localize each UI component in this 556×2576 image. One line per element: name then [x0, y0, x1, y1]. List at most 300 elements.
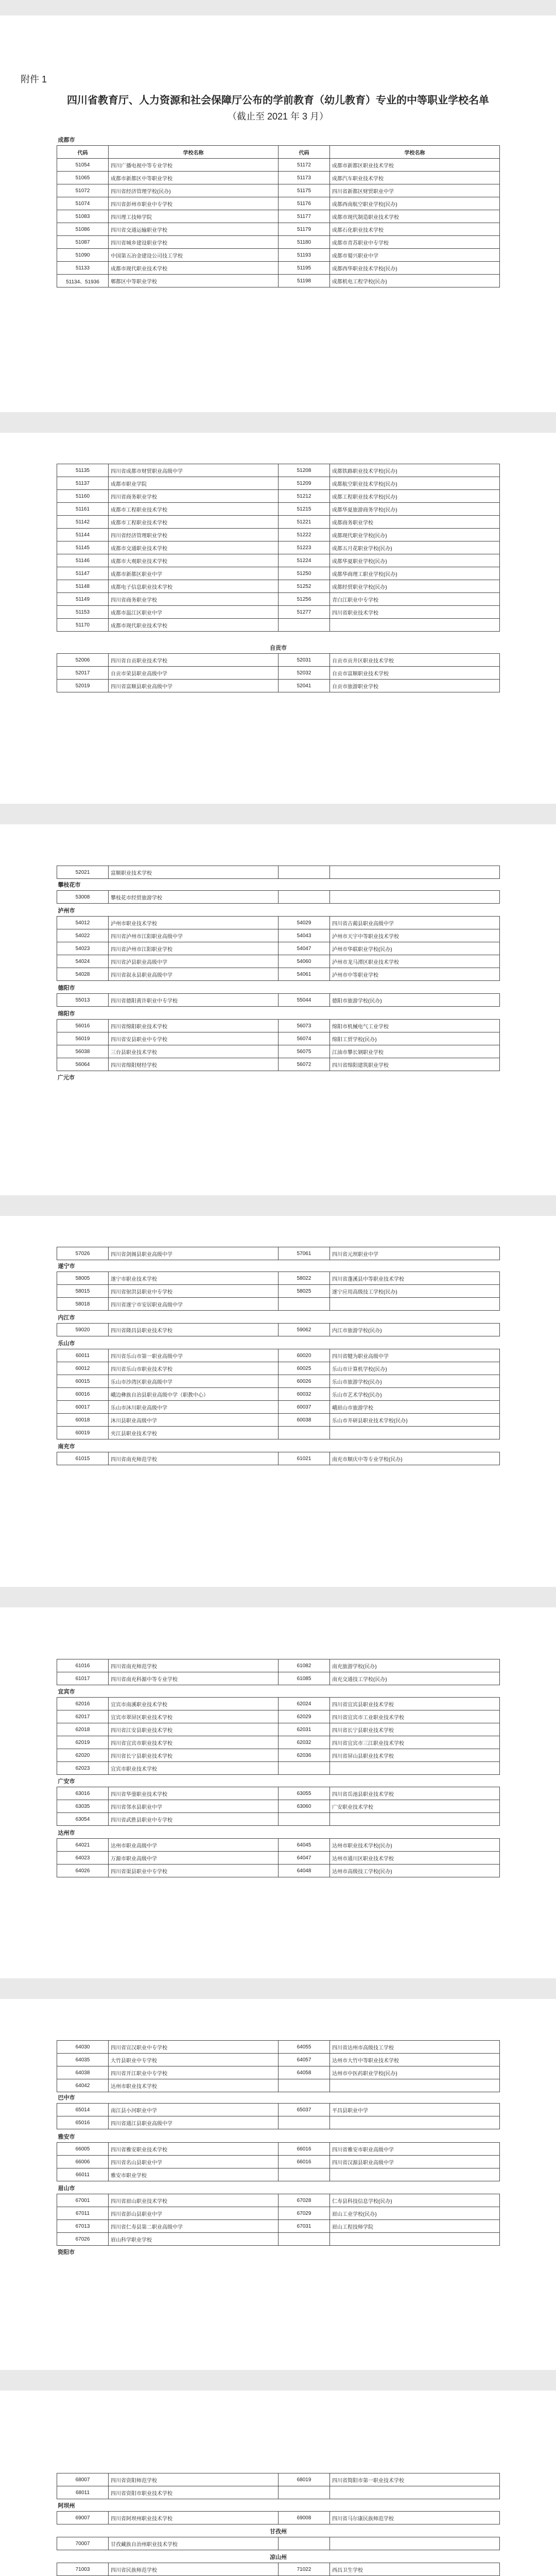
city-heading: 雅安市 — [58, 2134, 75, 2140]
school-code: 71022 — [279, 2563, 330, 2576]
table-row — [57, 1452, 500, 1465]
school-name: 泸州市中等职业学校 — [330, 968, 500, 981]
school-name: 南江县小河职业中学 — [109, 2104, 279, 2116]
table-row — [57, 2220, 500, 2233]
school-code: 66016 — [279, 2156, 330, 2168]
school-name: 平昌县职业中学 — [330, 2104, 500, 2116]
city-heading: 凉山州 — [270, 2554, 287, 2561]
school-name: 沐川县职业高级中学 — [109, 1414, 279, 1427]
school-name: 南充交通技工学校(民办) — [330, 1672, 500, 1685]
table-row — [57, 1285, 500, 1298]
school-code: 61015 — [57, 1452, 109, 1465]
school-code: 51137 — [57, 477, 109, 490]
school-code: 56075 — [279, 1045, 330, 1058]
table-row — [57, 2486, 500, 2499]
table-row — [57, 184, 500, 197]
school-name: 四川省简阳市第一职业技术学校 — [330, 2473, 500, 2486]
school-code: 60015 — [57, 1375, 109, 1388]
table-row — [57, 490, 500, 503]
school-code: 64023 — [57, 1852, 109, 1865]
school-name — [330, 1298, 500, 1311]
school-code: 66005 — [57, 2143, 109, 2156]
school-name: 乐山市沐川职业高级中学 — [109, 1401, 279, 1414]
school-code: 51145 — [57, 541, 109, 554]
table-row — [57, 1865, 500, 1877]
school-table-p4-a — [57, 1247, 500, 1260]
school-name: 达州市职业技术学校 — [109, 2079, 279, 2092]
school-name: 夹江县职业技术学校 — [109, 1427, 279, 1439]
school-code: 53008 — [57, 891, 109, 904]
school-code: 64042 — [57, 2079, 109, 2092]
school-name: 四川省经济管理职业学校 — [109, 529, 279, 541]
document-page-7 — [0, 2391, 556, 2576]
school-name — [330, 2233, 500, 2246]
table-row — [57, 654, 500, 667]
school-code: 55044 — [279, 994, 330, 1007]
school-code: 67029 — [279, 2207, 330, 2220]
table-row — [57, 994, 500, 1007]
school-name: 四川省宣汉职业中专学校 — [109, 2041, 279, 2054]
school-code: 60025 — [279, 1362, 330, 1375]
school-code: 67028 — [279, 2194, 330, 2207]
school-name: 乐山市井研县职业技术学校(民办) — [330, 1414, 500, 1427]
school-code: 65037 — [279, 2104, 330, 2116]
school-code: 51221 — [279, 516, 330, 529]
school-code: 62019 — [57, 1736, 109, 1749]
school-name: 绵阳市机械电气工业学校 — [330, 1020, 500, 1032]
school-code: 62036 — [279, 1749, 330, 1762]
document-page-6 — [0, 1999, 556, 2370]
table-row — [57, 606, 500, 619]
city-heading: 广安市 — [58, 1778, 75, 1785]
school-code: 58005 — [57, 1272, 109, 1285]
school-table-p6-meishan — [57, 2182, 500, 2246]
school-code: 62017 — [57, 1710, 109, 1723]
table-row — [57, 580, 500, 593]
table-row — [57, 1020, 500, 1032]
school-name: 四川省民族师范学校 — [109, 2563, 279, 2576]
school-code: 69007 — [57, 2512, 109, 2524]
school-name: 四川省资阳师范学校 — [109, 2473, 279, 2486]
school-name: 四川省城乡建设职业学校 — [109, 236, 279, 249]
school-code: 60026 — [279, 1375, 330, 1388]
school-code: 64038 — [57, 2066, 109, 2079]
school-code: 60017 — [57, 1401, 109, 1414]
school-name: 泸州市华联职业学校(民办) — [330, 942, 500, 955]
school-code — [279, 619, 330, 632]
school-table-p3-a — [57, 866, 500, 879]
school-code: 60019 — [57, 1427, 109, 1439]
school-code: 60020 — [279, 1349, 330, 1362]
school-name: 四川省马尔康民族师范学校 — [330, 2512, 500, 2524]
school-code: 67026 — [57, 2233, 109, 2246]
school-name: 四川省长宁县职业技术学校 — [109, 1749, 279, 1762]
table-row — [57, 2156, 500, 2168]
school-name: 四川省雅安市职业高级中学 — [330, 2143, 500, 2156]
city-heading: 达州市 — [58, 1830, 75, 1836]
table-row — [57, 1298, 500, 1311]
school-name: 四川省南充师范学校 — [109, 1452, 279, 1465]
table-row — [57, 917, 500, 929]
school-code: 59062 — [279, 1324, 330, 1336]
school-name — [330, 619, 500, 632]
school-code: 62031 — [279, 1723, 330, 1736]
school-name — [330, 2486, 500, 2499]
school-name: 成都华夏职业学校(民办) — [330, 554, 500, 567]
school-code: 54043 — [279, 929, 330, 942]
city-heading: 甘孜州 — [270, 2529, 287, 2535]
school-code: 65014 — [57, 2104, 109, 2116]
school-code: 51133 — [57, 262, 109, 275]
school-code: 52019 — [57, 680, 109, 692]
school-code: 52031 — [279, 654, 330, 667]
school-code: 56064 — [57, 1058, 109, 1071]
school-code: 51277 — [279, 606, 330, 619]
school-name: 广安职业技术学校 — [330, 1800, 500, 1813]
school-code: 69008 — [279, 2512, 330, 2524]
table-row — [57, 275, 500, 287]
school-name: 四川省达州市高级技工学校 — [330, 2041, 500, 2054]
school-name: 成都机电工程学校(民办) — [330, 275, 500, 287]
school-code: 65016 — [57, 2116, 109, 2129]
school-name: 遂宁应用高级技工学校(民办) — [330, 1285, 500, 1298]
table-row — [57, 2233, 500, 2246]
school-code: 58025 — [279, 1285, 330, 1298]
table-row — [57, 1787, 500, 1800]
school-name: 四川省邻水县职业中学 — [109, 1800, 279, 1813]
school-name: 三台县职业技术学校 — [109, 1045, 279, 1058]
school-code: 63035 — [57, 1800, 109, 1813]
school-name: 四川省乐山市第一职业高级中学 — [109, 1349, 279, 1362]
school-code: 62024 — [279, 1698, 330, 1710]
school-code: 51142 — [57, 516, 109, 529]
document-subtitle: （截止至 2021 年 3 月） — [227, 111, 329, 122]
table-row — [57, 2116, 500, 2129]
school-name: 四川省泸州市江阳职业学校 — [109, 942, 279, 955]
column-header: 代码 — [57, 146, 109, 159]
school-name: 四川省长宁县职业技术学校 — [330, 1723, 500, 1736]
table-row — [57, 1388, 500, 1401]
school-name: 成都市新都区职业中学 — [109, 567, 279, 580]
school-name: 四川省元坝职业中学 — [330, 1247, 500, 1260]
table-row — [57, 2207, 500, 2220]
school-code: 51208 — [279, 464, 330, 477]
school-name: 成都现代职业学校(民办) — [330, 529, 500, 541]
school-table-p5-yibin — [57, 1686, 500, 1775]
school-code: 62020 — [57, 1749, 109, 1762]
school-code: 66011 — [57, 2168, 109, 2181]
school-name: 四川省遂宁市安居职业高级中学 — [109, 1298, 279, 1311]
school-code: 51170 — [57, 619, 109, 632]
school-name: 成都石化职业技术学校 — [330, 223, 500, 236]
table-row — [57, 1045, 500, 1058]
school-code: 54022 — [57, 929, 109, 942]
school-code: 51153 — [57, 606, 109, 619]
school-name: 四川省汉源县职业高级中学 — [330, 2156, 500, 2168]
school-code: 67013 — [57, 2220, 109, 2233]
school-code: 62029 — [279, 1710, 330, 1723]
school-name: 四川省射洪县职业中专学校 — [109, 1285, 279, 1298]
table-row — [57, 1058, 500, 1071]
school-name: 成都市温江区职业中学 — [109, 606, 279, 619]
school-name: 成都市新都区职业技术学校 — [330, 159, 500, 172]
table-row — [57, 529, 500, 541]
school-code: 60016 — [57, 1388, 109, 1401]
school-code: 54060 — [279, 955, 330, 968]
table-row — [57, 210, 500, 223]
school-name: 四川省屏山县职业技术学校 — [330, 1749, 500, 1762]
school-name — [330, 2116, 500, 2129]
table-row — [57, 1362, 500, 1375]
school-table-p5-a — [57, 1659, 500, 1685]
school-code: 54012 — [57, 917, 109, 929]
city-heading: 自贡市 — [270, 645, 287, 651]
table-row — [57, 541, 500, 554]
table-row — [57, 1349, 500, 1362]
column-header: 代码 — [279, 146, 330, 159]
school-code: 51179 — [279, 223, 330, 236]
table-row — [57, 1749, 500, 1762]
table-row — [57, 1800, 500, 1813]
school-code: 51090 — [57, 249, 109, 262]
city-heading: 内江市 — [58, 1315, 75, 1321]
school-name: 眉山工程技师学院 — [330, 2220, 500, 2233]
school-code: 57061 — [279, 1247, 330, 1260]
school-name: 四川省宜宾市工业职业技术学校 — [330, 1710, 500, 1723]
city-heading: 广元市 — [58, 1075, 75, 1081]
school-code: 63060 — [279, 1800, 330, 1813]
table-row — [57, 554, 500, 567]
table-row — [57, 1324, 500, 1336]
school-name: 甘孜藏族自治州职业技术学校 — [109, 2537, 279, 2550]
school-name: 四川省开江职业中专学校 — [109, 2066, 279, 2079]
school-name — [330, 866, 500, 879]
city-heading: 南充市 — [58, 1444, 75, 1450]
table-row — [57, 1762, 500, 1775]
document-title: 四川省教育厅、人力资源和社会保障厅公布的学前教育（幼儿教育）专业的中等职业学校名单 — [67, 95, 489, 106]
attachment-label: 附件 1 — [21, 74, 47, 84]
school-name: 遂宁市职业技术学校 — [109, 1272, 279, 1285]
school-name: 四川省富顺县职业高级中学 — [109, 680, 279, 692]
school-code: 51250 — [279, 567, 330, 580]
city-heading: 遂宁市 — [58, 1263, 75, 1269]
school-code: 59020 — [57, 1324, 109, 1336]
school-name: 成都五月花职业学校(民办) — [330, 541, 500, 554]
school-name: 西昌卫生学校 — [330, 2563, 500, 2576]
table-row — [57, 2194, 500, 2207]
school-code — [279, 1813, 330, 1826]
school-name: 四川省交通运输职业学校 — [109, 223, 279, 236]
school-table-p5-dazhou — [57, 1827, 500, 1877]
table-row — [57, 1414, 500, 1427]
school-code: 60037 — [279, 1401, 330, 1414]
school-code: 64055 — [279, 2041, 330, 2054]
table-row — [57, 197, 500, 210]
school-name: 四川省眉山职业技术学校 — [109, 2194, 279, 2207]
table-row — [57, 2512, 500, 2524]
school-code: 51193 — [279, 249, 330, 262]
table-row — [57, 223, 500, 236]
school-name: 四川省古蔺县职业高级中学 — [330, 917, 500, 929]
school-name: 富顺职业技术学校 — [109, 866, 279, 879]
school-name: 四川省绵阳财经学校 — [109, 1058, 279, 1071]
school-table-p6-a — [57, 2040, 500, 2092]
school-name: 自贡市贡井区职业技术学校 — [330, 654, 500, 667]
table-row — [57, 236, 500, 249]
school-code — [279, 2233, 330, 2246]
school-name: 宜宾市南溪职业技术学校 — [109, 1698, 279, 1710]
school-name: 成都商务职业学校 — [330, 516, 500, 529]
school-code: 51212 — [279, 490, 330, 503]
column-header: 学校名称 — [109, 146, 279, 159]
school-name: 成都市现代职业技术学校 — [109, 619, 279, 632]
school-name: 四川省蓬溪县中等职业技术学校 — [330, 1272, 500, 1285]
school-name: 成都电子信息职业技术学校 — [109, 580, 279, 593]
table-row — [57, 2168, 500, 2181]
school-code — [279, 866, 330, 879]
school-name: 成都市职业学院 — [109, 477, 279, 490]
school-code: 62018 — [57, 1723, 109, 1736]
school-code: 64057 — [279, 2054, 330, 2066]
city-heading: 德阳市 — [58, 985, 75, 991]
school-table-p4-leshan — [57, 1337, 500, 1439]
school-name: 成都市青苏职业中专学校 — [330, 236, 500, 249]
school-code: 51176 — [279, 197, 330, 210]
table-row — [57, 619, 500, 632]
table-row — [57, 1247, 500, 1260]
school-code: 51083 — [57, 210, 109, 223]
school-name: 达州市高级技工学校(民办) — [330, 1865, 500, 1877]
table-row — [57, 159, 500, 172]
school-table-p6-ziyang — [57, 2246, 499, 2258]
school-name: 峨边彝族自治县职业高级中学（职教中心） — [109, 1388, 279, 1401]
city-heading: 阿坝州 — [58, 2503, 75, 2509]
table-row — [57, 968, 500, 981]
school-code — [279, 2116, 330, 2129]
school-name — [330, 1427, 500, 1439]
document-page-4 — [0, 1216, 556, 1587]
school-name: 自贡市旅游职业学校 — [330, 680, 500, 692]
school-name: 四川省剑阁县职业高级中学 — [109, 1247, 279, 1260]
school-table-p3-deyang — [57, 982, 500, 1007]
city-heading: 绵阳市 — [58, 1011, 75, 1017]
school-code: 58018 — [57, 1298, 109, 1311]
table-row — [57, 2066, 500, 2079]
school-code: 51148 — [57, 580, 109, 593]
school-name: 四川理工技师学院 — [109, 210, 279, 223]
school-name: 眉山科学职业学校 — [109, 2233, 279, 2246]
school-name: 四川省南充师范学校 — [109, 1659, 279, 1672]
school-code: 62023 — [57, 1762, 109, 1775]
school-code: 51072 — [57, 184, 109, 197]
city-heading: 宜宾市 — [58, 1689, 75, 1695]
school-code: 51160 — [57, 490, 109, 503]
school-name: 成都市交通职业技术学校 — [109, 541, 279, 554]
school-code: 51135 — [57, 464, 109, 477]
school-code: 51215 — [279, 503, 330, 516]
school-code: 51222 — [279, 529, 330, 541]
school-name: 南充旅游学校(民办) — [330, 1659, 500, 1672]
table-row — [57, 891, 500, 904]
school-name: 泸州市职业技术学校 — [109, 917, 279, 929]
school-name: 成都市现代制造职业技术学校 — [330, 210, 500, 223]
school-name: 达州市职业技术学校(民办) — [330, 1839, 500, 1852]
school-name: 四川省职业技术学校 — [330, 606, 500, 619]
school-name: 乐山市旅游学校(民办) — [330, 1375, 500, 1388]
school-name: 四川省武胜县职业中专学校 — [109, 1813, 279, 1826]
school-table-p3-luzhou — [57, 905, 500, 981]
table-row — [57, 667, 500, 680]
school-name: 南充市顺庆中等专业学校(民办) — [330, 1452, 500, 1465]
school-code: 67031 — [279, 2220, 330, 2233]
school-code: 56016 — [57, 1020, 109, 1032]
school-name: 郫都区中等职业学校 — [109, 275, 279, 287]
school-code: 54047 — [279, 942, 330, 955]
school-name: 成都经贸职业学校(民办) — [330, 580, 500, 593]
school-name: 成都航空职业技术学校(民办) — [330, 477, 500, 490]
school-code: 51224 — [279, 554, 330, 567]
school-name: 成都市蜀兴职业中学 — [330, 249, 500, 262]
table-row — [57, 2143, 500, 2156]
city-heading: 巴中市 — [58, 2095, 75, 2101]
school-name: 德阳市旅游学校(民办) — [330, 994, 500, 1007]
table-row — [57, 1272, 500, 1285]
school-code: 67001 — [57, 2194, 109, 2207]
school-code: 64021 — [57, 1839, 109, 1852]
school-code: 61017 — [57, 1672, 109, 1685]
school-code: 52017 — [57, 667, 109, 680]
school-name: 雅安市职业学校 — [109, 2168, 279, 2181]
school-name: 四川省阿坝州职业技术学校 — [109, 2512, 279, 2524]
school-name: 四川省成都市财贸职业高级中学 — [109, 464, 279, 477]
school-code: 51074 — [57, 197, 109, 210]
school-name: 峨眉山市旅游学校 — [330, 1401, 500, 1414]
school-code: 51146 — [57, 554, 109, 567]
school-code: 64058 — [279, 2066, 330, 2079]
school-name: 乐山市计算机学校(民办) — [330, 1362, 500, 1375]
school-name: 四川省绵阳建筑职业学校 — [330, 1058, 500, 1071]
school-name: 泸州市天宇中等职业技术学校 — [330, 929, 500, 942]
table-row — [57, 477, 500, 490]
school-code: 60012 — [57, 1362, 109, 1375]
city-heading: 乐山市 — [58, 1341, 75, 1347]
school-name: 四川省宜宾市三江职业技术学校 — [330, 1736, 500, 1749]
school-code: 67011 — [57, 2207, 109, 2220]
document-page-2 — [0, 433, 556, 804]
school-name: 成都汽车职业技术学校 — [330, 172, 500, 184]
school-code: 68007 — [57, 2473, 109, 2486]
school-name: 成都西华职业技术学校(民办) — [330, 262, 500, 275]
school-code: 51172 — [279, 159, 330, 172]
school-code: 60018 — [57, 1414, 109, 1427]
school-code: 62032 — [279, 1736, 330, 1749]
school-code: 51198 — [279, 275, 330, 287]
school-code: 61082 — [279, 1659, 330, 1672]
table-row — [57, 929, 500, 942]
school-code: 56019 — [57, 1032, 109, 1045]
school-code: 51252 — [279, 580, 330, 593]
table-row — [57, 1852, 500, 1865]
school-name: 四川省南充科源中等专业学校 — [109, 1672, 279, 1685]
school-table-p2 — [57, 464, 500, 632]
school-code: 71003 — [57, 2563, 109, 2576]
document-page-3 — [0, 824, 556, 1195]
school-code: 51147 — [57, 567, 109, 580]
school-code: 58022 — [279, 1272, 330, 1285]
school-name: 四川省隆昌县职业技术学校 — [109, 1324, 279, 1336]
school-code: 68011 — [57, 2486, 109, 2499]
school-name: 内江市旅游学校(民办) — [330, 1324, 500, 1336]
